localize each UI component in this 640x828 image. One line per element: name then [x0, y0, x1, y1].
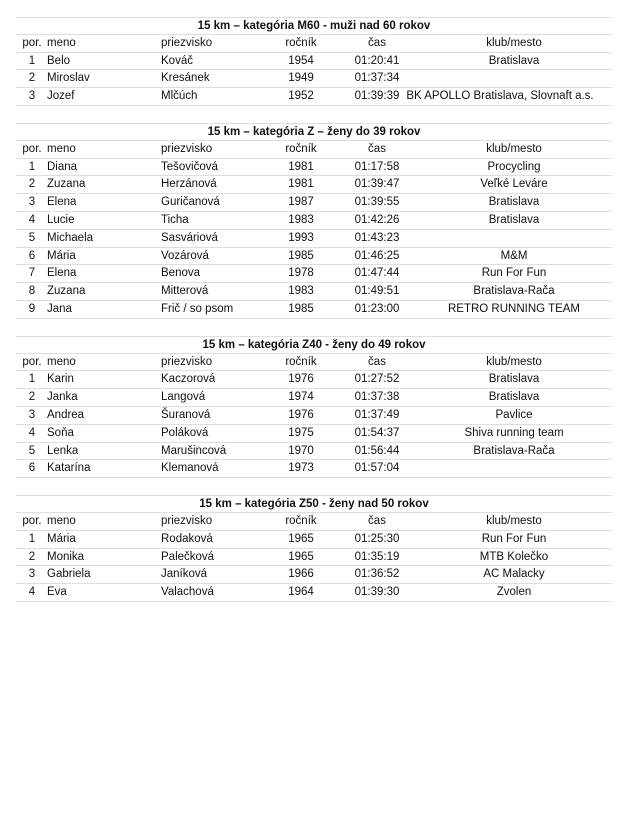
table-row — [16, 88, 612, 106]
cell-priezvisko: Frič / so psom — [161, 302, 234, 315]
cell-rocnik: 1974 — [288, 391, 314, 404]
cell-cas: 01:37:49 — [354, 408, 400, 421]
cell-meno: Diana — [47, 160, 78, 173]
cell-por: 8 — [28, 285, 36, 298]
column-header-por: por. — [22, 36, 42, 49]
cell-meno: Jozef — [47, 90, 75, 103]
cell-por: 5 — [28, 444, 36, 457]
column-header-meno: meno — [47, 36, 76, 49]
cell-meno: Belo — [47, 54, 71, 67]
cell-cas: 01:35:19 — [354, 550, 400, 563]
column-header-rocnik: ročník — [285, 36, 317, 49]
cell-por: 4 — [28, 213, 36, 226]
table-row — [16, 283, 612, 301]
results-section — [16, 123, 612, 319]
cell-meno: Zuzana — [47, 285, 86, 298]
cell-klub: Bratislava-Rača — [473, 444, 555, 457]
cell-meno: Gabriela — [47, 568, 91, 581]
cell-cas: 01:20:41 — [354, 54, 400, 67]
column-header-rocnik: ročník — [285, 514, 317, 527]
cell-priezvisko: Valachová — [161, 586, 214, 599]
column-header-klub: klub/mesto — [486, 355, 542, 368]
column-header-cas: čas — [368, 355, 386, 368]
cell-rocnik: 1973 — [288, 462, 314, 475]
cell-meno: Karin — [47, 373, 74, 386]
cell-priezvisko: Poláková — [161, 426, 209, 439]
cell-por: 2 — [28, 72, 36, 85]
cell-priezvisko: Mlčúch — [161, 90, 198, 103]
cell-rocnik: 1981 — [288, 178, 314, 191]
cell-klub: Pavlice — [495, 408, 533, 421]
table-row — [16, 53, 612, 71]
cell-por: 3 — [28, 408, 36, 421]
cell-priezvisko: Rodaková — [161, 532, 213, 545]
cell-meno: Monika — [47, 550, 85, 563]
table-row — [16, 389, 612, 407]
cell-meno: Eva — [47, 586, 67, 599]
cell-priezvisko: Šuranová — [161, 408, 211, 421]
column-header-rocnik: ročník — [285, 355, 317, 368]
cell-meno: Andrea — [47, 408, 85, 421]
column-header-por: por. — [22, 355, 42, 368]
cell-priezvisko: Kresánek — [161, 72, 210, 85]
table-header-row — [16, 354, 612, 372]
cell-meno: Lenka — [47, 444, 79, 457]
table-header-row — [16, 513, 612, 531]
table-row — [16, 176, 612, 194]
table-row — [16, 425, 612, 443]
cell-cas: 01:25:30 — [354, 532, 400, 545]
cell-priezvisko: Vozárová — [161, 249, 209, 262]
cell-klub: RETRO RUNNING TEAM — [447, 302, 581, 315]
cell-rocnik: 1976 — [288, 373, 314, 386]
column-header-priezvisko: priezvisko — [161, 36, 213, 49]
column-header-priezvisko: priezvisko — [161, 355, 213, 368]
cell-por: 4 — [28, 426, 36, 439]
cell-priezvisko: Marušincová — [161, 444, 227, 457]
table-row — [16, 371, 612, 389]
cell-priezvisko: Ticha — [161, 213, 189, 226]
cell-cas: 01:49:51 — [354, 285, 400, 298]
cell-meno: Miroslav — [47, 72, 90, 85]
section-title: 15 km – kategória M60 - muži nad 60 rokov — [16, 17, 612, 35]
cell-klub: Veľké Leváre — [480, 178, 548, 191]
cell-rocnik: 1976 — [288, 408, 314, 421]
cell-meno: Katarína — [47, 462, 91, 475]
cell-cas: 01:37:34 — [354, 72, 400, 85]
column-header-klub: klub/mesto — [486, 142, 542, 155]
cell-priezvisko: Kováč — [161, 54, 193, 67]
cell-priezvisko: Kaczorová — [161, 373, 216, 386]
cell-klub: Bratislava — [488, 391, 540, 404]
cell-cas: 01:27:52 — [354, 373, 400, 386]
results-section — [16, 17, 612, 106]
cell-rocnik: 1965 — [288, 550, 314, 563]
column-header-por: por. — [22, 514, 42, 527]
cell-cas: 01:43:23 — [354, 231, 400, 244]
cell-rocnik: 1985 — [288, 249, 314, 262]
section-title: 15 km – kategória Z50 - ženy nad 50 rokov — [16, 495, 612, 513]
cell-por: 2 — [28, 391, 36, 404]
cell-por: 1 — [28, 54, 36, 67]
cell-cas: 01:39:39 — [354, 90, 400, 103]
results-section — [16, 495, 612, 602]
table-row — [16, 159, 612, 177]
cell-meno: Elena — [47, 196, 77, 209]
column-header-cas: čas — [368, 36, 386, 49]
cell-meno: Soňa — [47, 426, 74, 439]
column-header-meno: meno — [47, 142, 76, 155]
cell-por: 1 — [28, 373, 36, 386]
cell-rocnik: 1966 — [288, 568, 314, 581]
cell-cas: 01:36:52 — [354, 568, 400, 581]
cell-rocnik: 1978 — [288, 267, 314, 280]
cell-priezvisko: Tešovičová — [161, 160, 218, 173]
cell-por: 6 — [28, 249, 36, 262]
cell-rocnik: 1981 — [288, 160, 314, 173]
cell-por: 1 — [28, 532, 36, 545]
column-header-cas: čas — [368, 514, 386, 527]
cell-cas: 01:17:58 — [354, 160, 400, 173]
cell-priezvisko: Sasváriová — [161, 231, 218, 244]
column-header-rocnik: ročník — [285, 142, 317, 155]
cell-meno: Michaela — [47, 231, 94, 244]
column-header-meno: meno — [47, 514, 76, 527]
section-title: 15 km – kategória Z – ženy do 39 rokov — [16, 123, 612, 141]
cell-por: 2 — [28, 178, 36, 191]
table-header-row — [16, 141, 612, 159]
cell-priezvisko: Janíková — [161, 568, 208, 581]
cell-klub: Zvolen — [496, 586, 532, 599]
cell-klub: Shiva running team — [464, 426, 564, 439]
cell-priezvisko: Palečková — [161, 550, 215, 563]
cell-por: 9 — [28, 302, 36, 315]
cell-priezvisko: Mitterová — [161, 285, 209, 298]
column-header-meno: meno — [47, 355, 76, 368]
cell-rocnik: 1987 — [288, 196, 314, 209]
cell-meno: Janka — [47, 391, 78, 404]
cell-cas: 01:57:04 — [354, 462, 400, 475]
cell-rocnik: 1949 — [288, 72, 314, 85]
cell-priezvisko: Benova — [161, 267, 201, 280]
cell-por: 5 — [28, 231, 36, 244]
cell-cas: 01:39:30 — [354, 586, 400, 599]
column-header-klub: klub/mesto — [486, 36, 542, 49]
column-header-priezvisko: priezvisko — [161, 142, 213, 155]
cell-por: 3 — [28, 568, 36, 581]
cell-rocnik: 1983 — [288, 213, 314, 226]
cell-por: 3 — [28, 196, 36, 209]
table-row — [16, 301, 612, 319]
cell-rocnik: 1954 — [288, 54, 314, 67]
cell-por: 6 — [28, 462, 36, 475]
cell-klub: AC Malacky — [483, 568, 545, 581]
cell-por: 3 — [28, 90, 36, 103]
cell-cas: 01:42:26 — [354, 213, 400, 226]
cell-klub: Bratislava — [488, 373, 540, 386]
cell-cas: 01:46:25 — [354, 249, 400, 262]
cell-rocnik: 1993 — [288, 231, 314, 244]
cell-rocnik: 1964 — [288, 586, 314, 599]
cell-por: 1 — [28, 160, 36, 173]
cell-meno: Mária — [47, 249, 76, 262]
cell-priezvisko: Guričanová — [161, 196, 220, 209]
cell-meno: Elena — [47, 267, 77, 280]
table-row — [16, 265, 612, 283]
cell-meno: Zuzana — [47, 178, 86, 191]
cell-klub: Run For Fun — [481, 532, 547, 545]
table-row — [16, 407, 612, 425]
cell-rocnik: 1985 — [288, 302, 314, 315]
cell-rocnik: 1952 — [288, 90, 314, 103]
table-row — [16, 549, 612, 567]
cell-klub: Bratislava — [488, 196, 540, 209]
table-row — [16, 566, 612, 584]
cell-priezvisko: Klemanová — [161, 462, 219, 475]
cell-klub: Run For Fun — [481, 267, 547, 280]
column-header-por: por. — [22, 142, 42, 155]
cell-cas: 01:23:00 — [354, 302, 400, 315]
cell-meno: Mária — [47, 532, 76, 545]
cell-meno: Lucie — [47, 213, 75, 226]
cell-cas: 01:54:37 — [354, 426, 400, 439]
table-row — [16, 443, 612, 461]
table-row — [16, 212, 612, 230]
column-header-priezvisko: priezvisko — [161, 514, 213, 527]
cell-rocnik: 1970 — [288, 444, 314, 457]
cell-por: 2 — [28, 550, 36, 563]
cell-priezvisko: Herzánová — [161, 178, 217, 191]
table-row — [16, 460, 612, 478]
cell-rocnik: 1975 — [288, 426, 314, 439]
table-row — [16, 70, 612, 88]
cell-cas: 01:39:47 — [354, 178, 400, 191]
cell-klub: Bratislava — [488, 54, 540, 67]
cell-klub: Procycling — [487, 160, 541, 173]
column-header-cas: čas — [368, 142, 386, 155]
cell-klub: Bratislava-Rača — [473, 285, 555, 298]
section-title: 15 km – kategória Z40 - ženy do 49 rokov — [16, 336, 612, 354]
cell-klub: M&M — [500, 249, 528, 262]
results-section — [16, 336, 612, 478]
cell-cas: 01:47:44 — [354, 267, 400, 280]
cell-por: 4 — [28, 586, 36, 599]
cell-cas: 01:39:55 — [354, 196, 400, 209]
table-row — [16, 194, 612, 212]
table-row — [16, 531, 612, 549]
column-header-klub: klub/mesto — [486, 514, 542, 527]
cell-cas: 01:56:44 — [354, 444, 400, 457]
cell-cas: 01:37:38 — [354, 391, 400, 404]
cell-rocnik: 1965 — [288, 532, 314, 545]
cell-por: 7 — [28, 267, 36, 280]
table-row — [16, 230, 612, 248]
cell-klub: Bratislava — [488, 213, 540, 226]
cell-meno: Jana — [47, 302, 72, 315]
cell-rocnik: 1983 — [288, 285, 314, 298]
cell-klub: MTB Kolečko — [479, 550, 549, 563]
table-header-row — [16, 35, 612, 53]
cell-priezvisko: Langová — [161, 391, 206, 404]
cell-klub: BK APOLLO Bratislava, Slovnaft a.s. — [406, 90, 594, 103]
table-row — [16, 248, 612, 266]
table-row — [16, 584, 612, 602]
results-document — [16, 17, 612, 619]
